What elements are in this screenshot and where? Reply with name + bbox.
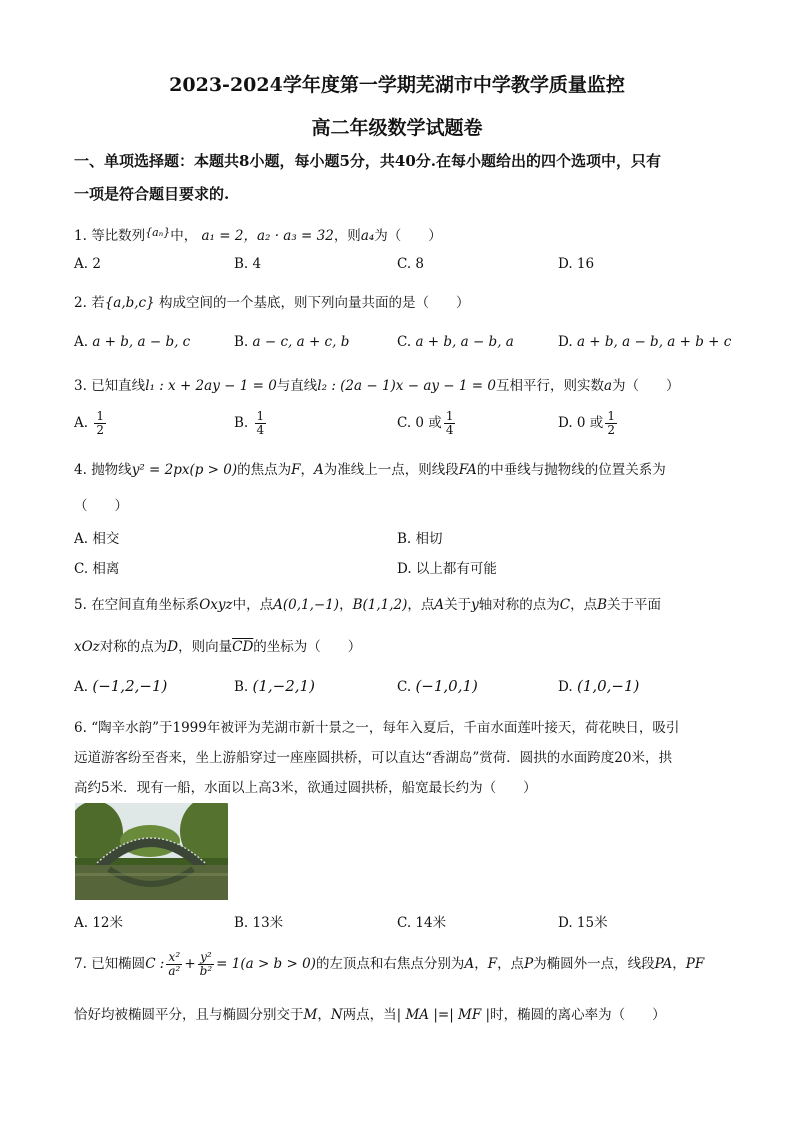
question-text: 中，点 (232, 597, 274, 613)
question-6-cont: 高约5米．现有一船，水面以上高3米，欲通过圆拱桥，船宽最长约为（ ） (74, 780, 537, 796)
point-f: F (291, 462, 301, 478)
option-a[interactable] (74, 334, 190, 350)
question-text: 的中垂线与抛物线的位置关系为 (476, 462, 666, 478)
question-text: 若 (91, 295, 105, 311)
option-c[interactable] (397, 334, 514, 350)
condition-math: a₁ = 2，a₂ · a₃ = 32 (201, 228, 334, 244)
question-4 (74, 458, 666, 478)
option-letter: A. (74, 679, 89, 695)
question-text: 与直线 (276, 378, 318, 394)
denominator: 4 (256, 423, 265, 437)
question-text: ， (474, 956, 488, 972)
question-text: 轴对称的点为 (478, 597, 560, 613)
question-text: 已知椭圆 (91, 956, 146, 972)
option-letter: D. (558, 679, 573, 695)
question-text: 中， (170, 228, 198, 244)
exam-subtitle: 高二年级数学试题卷 (311, 117, 483, 139)
exam-title: 2023-2024学年度第一学期芜湖市中学教学质量监控 (169, 74, 625, 96)
point-b-coords: B(1,1,2) (352, 597, 408, 613)
fraction-y (198, 951, 215, 978)
denominator: 2 (96, 423, 104, 437)
point-b: B (597, 597, 608, 613)
fraction (94, 410, 106, 437)
option-math: (−1,2,−1) (92, 677, 168, 695)
option-math: a + b, a − b, a (415, 334, 514, 350)
question-text: “陶辛水韵”于1999年被评为芜湖市新十景之一，每年入夏后，千亩水面莲叶接天，荷花映日，吸引 (91, 720, 680, 736)
question-text: 恰好均被椭圆平分，且与椭圆分别交于 (74, 1007, 304, 1023)
question-text: 的左顶点和右焦点分别为 (315, 956, 465, 972)
question-text: 在空间直角坐标系 (91, 597, 200, 613)
option-math: (1,0,−1) (576, 677, 640, 695)
section-heading-cont: 一项是符合题目要求的. (74, 185, 230, 203)
numerator: x² (166, 951, 182, 965)
question-number: 4. (74, 462, 87, 478)
question-text: ，点 (497, 956, 525, 972)
option-math: a − c, a + c, b (252, 334, 350, 350)
option-letter: C. (397, 679, 412, 695)
numerator: 1 (256, 409, 265, 423)
denominator: b² (199, 964, 213, 978)
question-text: 构成空间的一个基底，则下列向量共面的是（ ） (159, 295, 470, 311)
question-text: 等比数列 (91, 228, 146, 244)
question-text: ，则向量 (178, 639, 233, 655)
option-c[interactable]: C. 14米 (397, 915, 447, 931)
option-d[interactable] (558, 334, 731, 350)
ellipse-eq: = 1(a > b > 0) (216, 956, 316, 972)
plus-sign: + (184, 956, 196, 972)
question-5 (74, 593, 661, 613)
sequence-symbol: {aₙ} (145, 226, 171, 239)
line-2-math: l₂ : (2a − 1)x − ay − 1 = 0 (317, 378, 496, 394)
point-n: N (330, 1007, 343, 1023)
option-letter: D. (558, 334, 573, 350)
option-letter: B. (234, 415, 249, 431)
option-b[interactable] (234, 410, 268, 437)
option-letter: A. (74, 415, 89, 431)
point-p: P (524, 956, 534, 972)
point-c: C (559, 597, 571, 613)
numerator: 1 (96, 409, 104, 423)
numerator: 1 (607, 409, 615, 423)
numerator: y² (198, 951, 215, 965)
question-text: 对称的点为 (99, 639, 168, 655)
question-number: 3. (74, 378, 87, 394)
plane-xoz: xOz (74, 639, 100, 655)
line-1-math: l₁ : x + 2ay − 1 = 0 (145, 378, 277, 394)
question-text: 互相平行，则实数 (495, 378, 604, 394)
option-a[interactable] (74, 677, 167, 695)
section-heading: 一、单项选择题：本题共8小题，每小题5分，共40分.在每小题给出的四个选项中，只有 (74, 152, 661, 170)
question-text: 已知直线 (91, 378, 146, 394)
ellipse-label: C : (145, 956, 165, 972)
question-text: ，则 (333, 228, 361, 244)
option-b[interactable] (234, 677, 315, 695)
question-3 (74, 374, 680, 394)
point-a: A (314, 462, 324, 478)
question-number: 2. (74, 295, 87, 311)
option-c[interactable]: C. 8 (397, 256, 425, 272)
option-letter: C. (397, 334, 412, 350)
option-a[interactable]: A. 相交 (74, 531, 120, 547)
option-a[interactable]: A. 12米 (74, 915, 124, 931)
denominator: 4 (445, 423, 454, 437)
numerator: 1 (445, 409, 454, 423)
question-text: 为准线上一点，则线段 (323, 462, 459, 478)
question-2 (74, 291, 470, 311)
question-7-cont (74, 1003, 666, 1023)
fraction (605, 410, 617, 437)
point-a: A (434, 597, 445, 613)
option-c[interactable]: C. 相离 (74, 561, 120, 577)
question-text: 两点，当 (342, 1007, 397, 1023)
basis-math: {a,b,c} (104, 295, 155, 311)
target-math: a₄ (360, 228, 375, 244)
point-a: A (464, 956, 475, 972)
question-text: 的坐标为（ ） (253, 639, 362, 655)
arch-bridge-photo (75, 803, 228, 900)
option-d[interactable]: D. 以上都有可能 (397, 561, 497, 577)
question-text: 的焦点为 (237, 462, 292, 478)
question-text: 为（ ） (374, 228, 442, 244)
point-m: M (303, 1007, 318, 1023)
question-number: 5. (74, 597, 87, 613)
question-number: 1. (74, 228, 87, 244)
question-text: 抛物线 (91, 462, 132, 478)
option-math: a + b, a − b, c (92, 334, 191, 350)
option-b[interactable]: B. 4 (234, 256, 262, 272)
option-d[interactable]: D. 15米 (558, 915, 608, 931)
segment-pa: PA (654, 956, 673, 972)
parabola-math: y² = 2px(p > 0) (131, 462, 238, 478)
option-b[interactable]: B. 13米 (234, 915, 284, 931)
fraction (444, 410, 456, 437)
point-f: F (487, 956, 498, 972)
answer-paren: （ ） (74, 498, 128, 514)
question-text: 为（ ） (612, 378, 680, 394)
option-b[interactable] (234, 334, 349, 350)
question-text: ， (672, 956, 686, 972)
denominator: a² (168, 964, 181, 978)
question-7 (74, 951, 704, 978)
option-a[interactable]: A. 2 (74, 256, 101, 272)
question-number: 6. (74, 720, 87, 736)
fraction (255, 410, 267, 437)
denominator: 2 (607, 423, 615, 437)
point-a-coords: A(0,1,−1) (273, 597, 340, 613)
question-text: 关于平面 (607, 597, 662, 613)
question-number: 7. (74, 956, 87, 972)
option-math: (1,−2,1) (252, 677, 315, 695)
axis-y: y (471, 597, 479, 613)
question-text: 关于 (444, 597, 472, 613)
option-d[interactable] (558, 677, 639, 695)
coord-system: Oxyz (199, 597, 233, 613)
question-text: ， (300, 462, 314, 478)
question-text: ， (317, 1007, 331, 1023)
variable-math: a (603, 378, 613, 394)
question-text: 时，椭圆的离心率为（ ） (490, 1007, 666, 1023)
option-letter: B. (234, 334, 249, 350)
point-d: D (167, 639, 179, 655)
option-math: (−1,0,1) (415, 677, 478, 695)
vector-cd: $\overline{CD}$ (232, 639, 254, 655)
question-text: 为椭圆外一点，线段 (533, 956, 655, 972)
option-letter: A. (74, 334, 89, 350)
option-a[interactable] (74, 410, 108, 437)
question-text: ，点 (570, 597, 598, 613)
option-math: a + b, a − b, a + b + c (576, 334, 732, 350)
condition-math: | MA |=| MF | (396, 1007, 491, 1023)
question-6 (74, 716, 679, 736)
option-d[interactable] (558, 410, 619, 437)
option-c[interactable] (397, 410, 457, 437)
option-letter: C. 0 或 (397, 415, 442, 431)
option-letter: D. 0 或 (558, 415, 604, 431)
option-c[interactable] (397, 677, 478, 695)
question-text: ， (339, 597, 353, 613)
question-6-cont: 远道游客纷至沓来，坐上游船穿过一座座圆拱桥，可以直达“香湖岛”赏荷．圆拱的水面跨度20米，拱 (74, 750, 672, 766)
option-letter: B. (234, 679, 249, 695)
segment-fa: FA (458, 462, 477, 478)
question-5-cont (74, 635, 361, 655)
segment-pf: PF (685, 956, 705, 972)
question-1 (74, 224, 442, 244)
question-text: ，点 (407, 597, 435, 613)
option-b[interactable]: B. 相切 (397, 531, 443, 547)
fraction-x (166, 951, 182, 978)
option-d[interactable]: D. 16 (558, 256, 595, 272)
